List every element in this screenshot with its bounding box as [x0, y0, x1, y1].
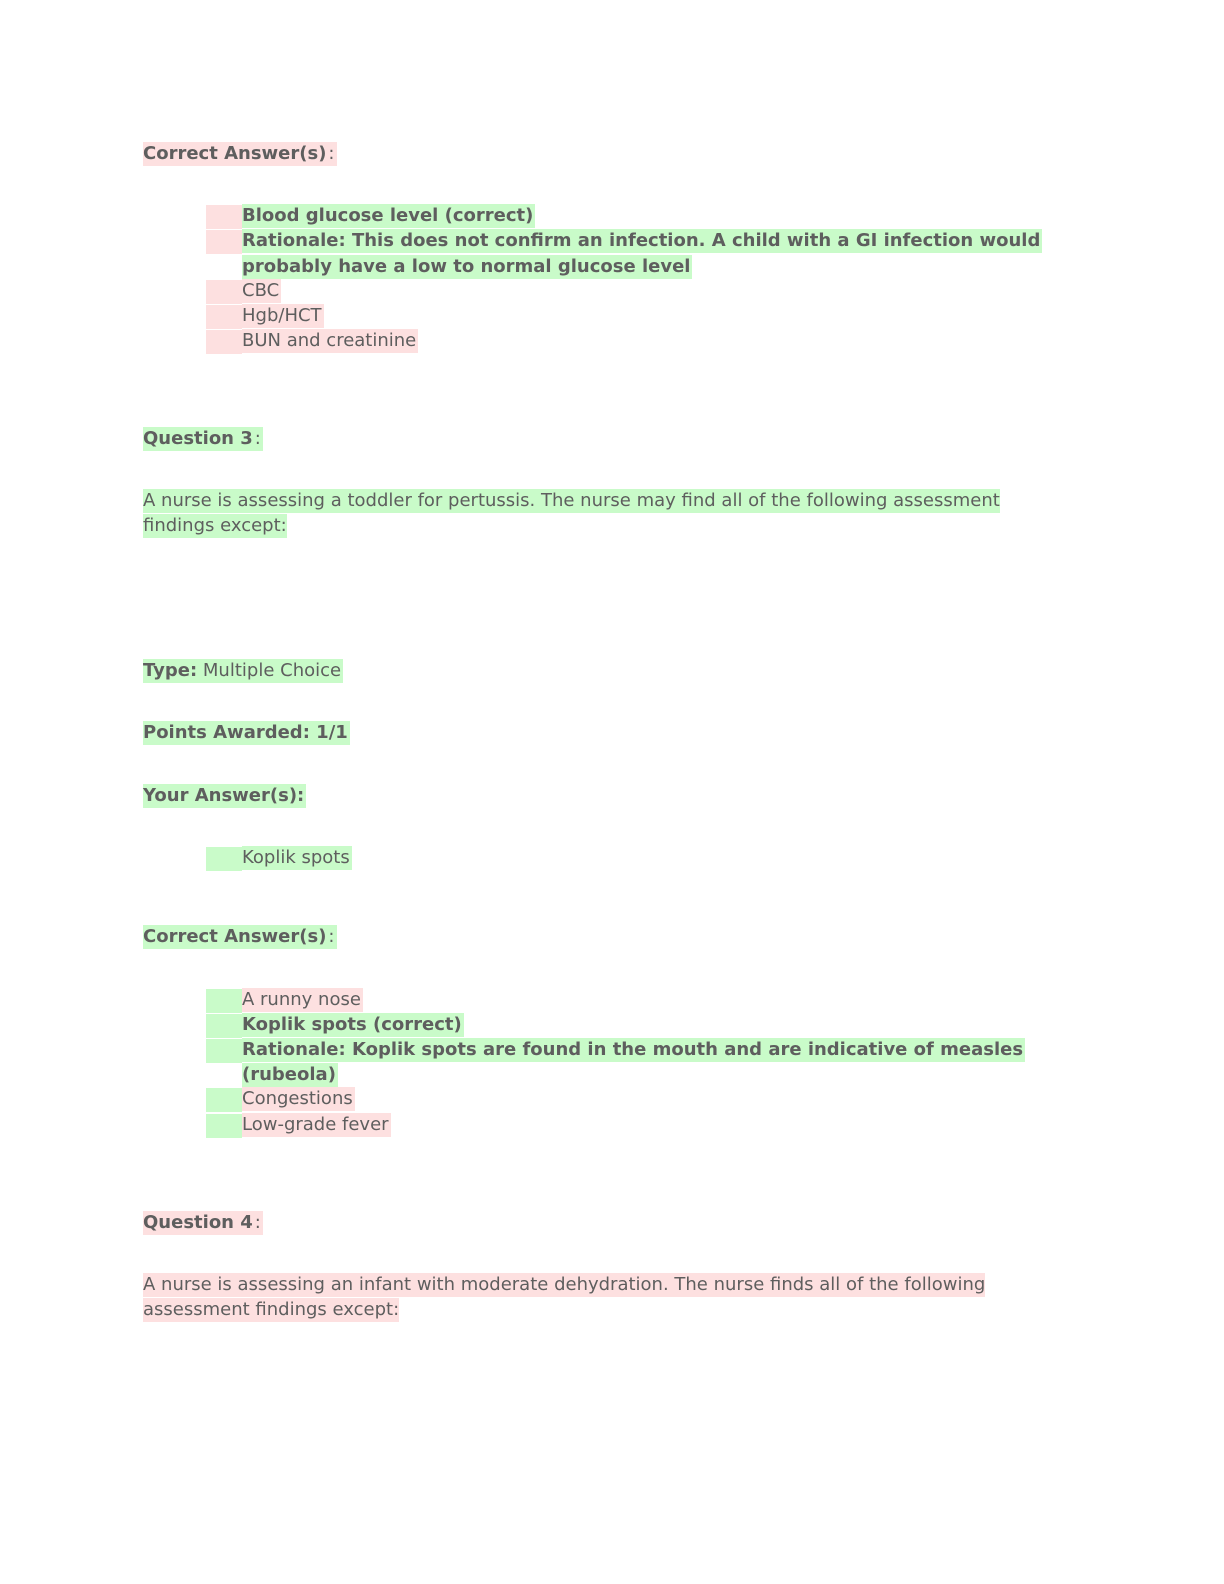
- option-item: A runny nose: [242, 989, 361, 1010]
- option-item: Hgb/HCT: [242, 305, 322, 326]
- option-marker: [206, 1114, 242, 1138]
- correct-answers-heading-q3: [143, 924, 337, 949]
- option-marker: [206, 230, 242, 254]
- rationale-line-1: Rationale: This does not confirm an infection. A child with a GI infection would: [242, 230, 1041, 251]
- option-item: CBC: [242, 280, 280, 301]
- option-marker: [206, 1039, 242, 1063]
- option-item: BUN and creatinine: [242, 330, 417, 351]
- your-answers-heading: [143, 783, 306, 808]
- option-item: Koplik spots (correct): [242, 1014, 462, 1035]
- option-marker: [206, 205, 242, 229]
- question-4-label: Question 4: [143, 1212, 253, 1233]
- option-marker: [206, 305, 242, 329]
- question-3-points: [143, 720, 350, 745]
- correct-answers-label: Correct Answer(s): [143, 143, 327, 164]
- option-item: Low-grade fever: [242, 1114, 389, 1135]
- rationale-line-2: (rubeola): [242, 1064, 336, 1085]
- type-label: Type:: [143, 660, 198, 681]
- correct-answers-colon: :: [328, 926, 335, 947]
- question-3-label: Question 3: [143, 428, 253, 449]
- question-3-text: A nurse is assessing a toddler for pertussis. The nurse may find all of the following assessment findings except:: [143, 490, 1000, 536]
- type-value: Multiple Choice: [202, 660, 342, 681]
- option-marker: [206, 1088, 242, 1112]
- question-3-type: [143, 658, 343, 683]
- option-marker: [206, 330, 242, 354]
- question-4-colon: :: [254, 1212, 261, 1233]
- option-marker: [206, 280, 242, 304]
- your-answers-label: Your Answer(s):: [143, 785, 305, 806]
- rationale-line-1: Rationale: Koplik spots are found in the mouth and are indicative of measles: [242, 1039, 1024, 1060]
- question-4-text: A nurse is assessing an infant with moderate dehydration. The nurse finds all of the following assessment findings except:: [143, 1274, 986, 1320]
- points-value: 1/1: [316, 722, 348, 743]
- question-3-colon: :: [254, 428, 261, 449]
- option-marker: [206, 989, 242, 1013]
- correct-answers-colon: :: [328, 143, 335, 164]
- your-answer-item: Koplik spots: [242, 847, 350, 868]
- your-answer-marker: [206, 847, 242, 871]
- question-3-heading: [143, 426, 263, 451]
- option-marker: [206, 1014, 242, 1038]
- points-label: Points Awarded:: [143, 722, 310, 743]
- option-item: Blood glucose level (correct): [242, 205, 534, 226]
- correct-answers-heading: [143, 141, 337, 166]
- question-4-heading: [143, 1210, 263, 1235]
- correct-answers-label: Correct Answer(s): [143, 926, 327, 947]
- option-item: Congestions: [242, 1088, 353, 1109]
- rationale-line-2: probably have a low to normal glucose level: [242, 256, 691, 277]
